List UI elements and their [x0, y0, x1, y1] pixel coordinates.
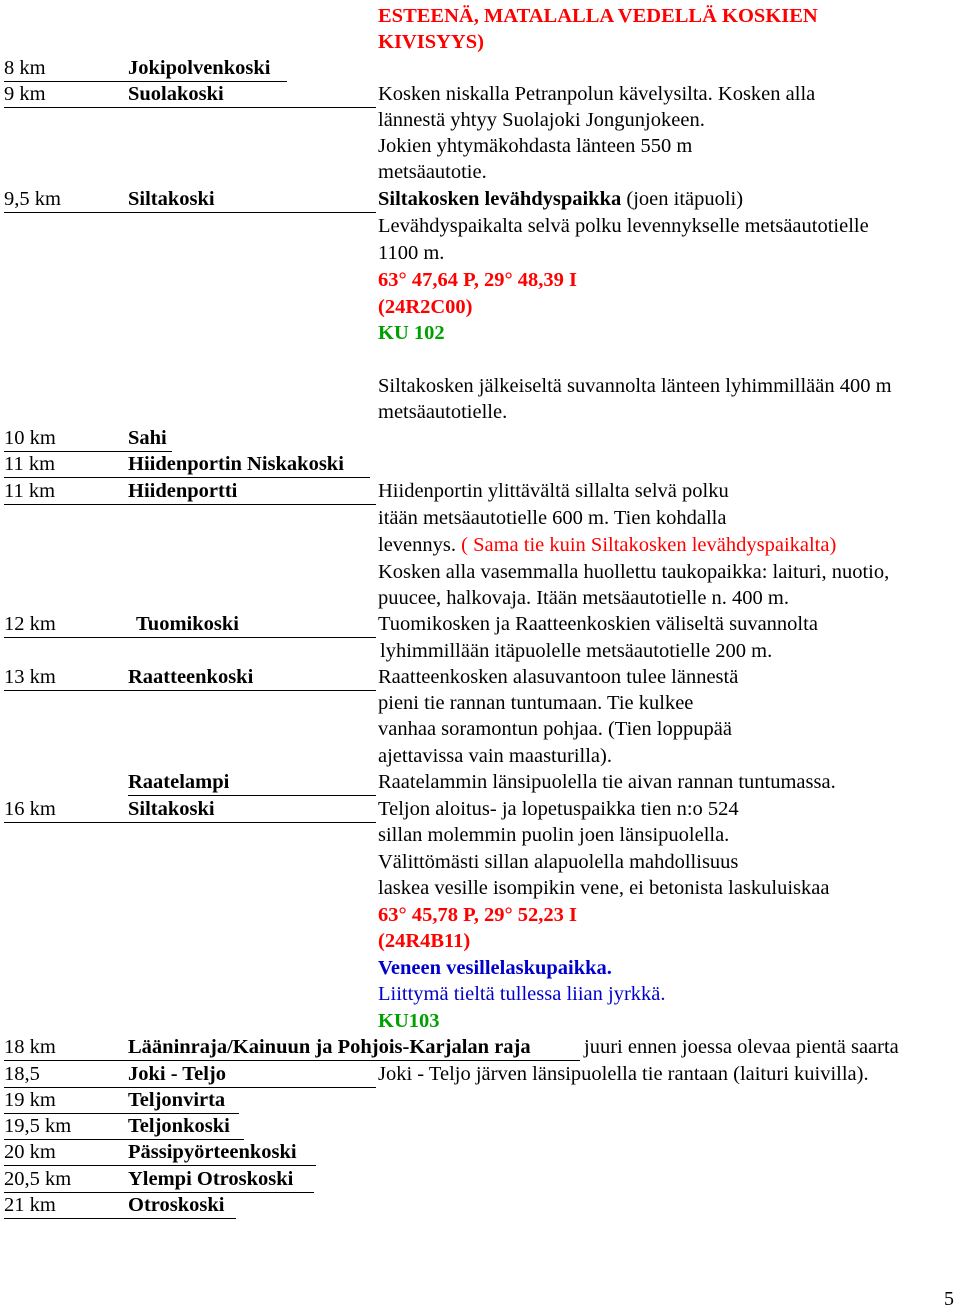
- km-label: 20,5 km: [4, 1168, 72, 1190]
- km-label: 11 km: [4, 480, 56, 502]
- place-name: Jokipolvenkoski: [128, 57, 271, 79]
- description-line: lännestä yhtyy Suolajoki Jongunjokeen.: [378, 109, 705, 131]
- description-line: Joki - Teljo järven länsipuolella tie rantaan (laituri kuivilla).: [378, 1063, 869, 1085]
- coordinates: 63° 47,64 P, 29° 48,39 I: [378, 269, 578, 291]
- place-name: Siltakoski: [128, 188, 215, 210]
- place-name: Joki - Teljo: [128, 1063, 226, 1085]
- description-line: Hiidenportin ylittävältä sillalta selvä polku: [378, 480, 729, 502]
- boat-launch-label: Veneen vesillelaskupaikka.: [378, 957, 612, 979]
- km-label: 11 km: [4, 453, 56, 475]
- access-note: Liittymä tieltä tullessa liian jyrkkä.: [378, 983, 666, 1005]
- description-line: vanhaa soramontun pohjaa. (Tien loppupää: [378, 718, 732, 740]
- description-line: 1100 m.: [378, 242, 445, 264]
- place-name: Otroskoski: [128, 1194, 225, 1216]
- place-name: Teljonkoski: [128, 1115, 230, 1137]
- km-label: 10 km: [4, 427, 56, 449]
- rest-area-side: (joen itäpuoli): [621, 188, 744, 210]
- place-name: Sahi: [128, 427, 167, 449]
- header-line-2: KIVISYYS): [378, 31, 484, 53]
- description-line: [378, 186, 743, 212]
- page-number: 5: [944, 1288, 954, 1310]
- km-label: 13 km: [4, 666, 56, 688]
- km-label: 18,5: [4, 1063, 40, 1085]
- description-line: Jokien yhtymäkohdasta länteen 550 m: [378, 135, 693, 157]
- place-name: Hiidenportin Niskakoski: [128, 453, 344, 475]
- km-label: 19 km: [4, 1089, 56, 1111]
- km-label: 12 km: [4, 613, 56, 635]
- km-label: 20 km: [4, 1141, 56, 1163]
- description-line: Kosken alla vasemmalla huollettu taukopaikka: laituri, nuotio,: [378, 561, 890, 583]
- description-line: metsäautotie.: [378, 161, 487, 183]
- description-line: [378, 532, 836, 558]
- description-line: Raatteenkosken alasuvantoon tulee lännestä: [378, 666, 739, 688]
- description-line: lyhimmillään itäpuolelle metsäautotielle 200 m.: [380, 640, 773, 662]
- place-name: Teljonvirta: [128, 1089, 226, 1111]
- place-name: Siltakoski: [128, 798, 215, 820]
- description-line: Siltakosken jälkeiseltä suvannolta länteen lyhimmillään 400 m: [378, 375, 892, 397]
- km-label: 16 km: [4, 798, 56, 820]
- header-line-1: ESTEENÄ, MATALALLA VEDELLÄ KOSKIEN: [378, 5, 818, 27]
- row-underline: [4, 107, 376, 108]
- row-underline: [4, 1218, 236, 1219]
- km-label: 8 km: [4, 57, 46, 79]
- description-line: laskea vesille isompikin vene, ei betonista laskuluiskaa: [378, 877, 830, 899]
- row-underline: [4, 822, 376, 823]
- km-label: 9 km: [4, 83, 46, 105]
- description-line: pieni tie rannan tuntumaan. Tie kulkee: [378, 692, 694, 714]
- place-name: Ylempi Otroskoski: [128, 1168, 294, 1190]
- description-line: puucee, halkovaja. Itään metsäautotielle n. 400 m.: [378, 587, 789, 609]
- coordinates: 63° 45,78 P, 29° 52,23 I: [378, 904, 578, 926]
- place-name: Raatelampi: [128, 771, 230, 793]
- grid-code: (24R4B11): [378, 930, 471, 952]
- description-line: ajettavissa vain maasturilla).: [378, 745, 612, 767]
- grid-code: (24R2C00): [378, 296, 473, 318]
- description-line: itään metsäautotielle 600 m. Tien kohdalla: [378, 507, 727, 529]
- ku-code: KU103: [378, 1010, 440, 1032]
- place-name: Lääninraja/Kainuun ja Pohjois-Karjalan raja: [128, 1036, 531, 1058]
- place-name: Pässipyörteenkoski: [128, 1141, 297, 1163]
- rest-area-title: Siltakosken levähdyspaikka: [378, 188, 622, 210]
- place-name: Raatteenkoski: [128, 666, 254, 688]
- description-line: Tuomikosken ja Raatteenkoskien väliseltä suvannolta: [378, 613, 818, 635]
- description-line: sillan molemmin puolin joen länsipuolella.: [378, 824, 730, 846]
- place-name: Suolakoski: [128, 83, 224, 105]
- row-underline: [4, 637, 376, 638]
- km-label: 9,5 km: [4, 188, 61, 210]
- description-line: Raatelammin länsipuolella tie aivan rannan tuntumassa.: [378, 771, 836, 793]
- place-name: Hiidenportti: [128, 480, 238, 502]
- km-label: 21 km: [4, 1194, 56, 1216]
- description-line: Levähdyspaikalta selvä polku levennykselle metsäautotielle: [378, 215, 869, 237]
- row-underline: [4, 690, 376, 691]
- row-underline: [4, 504, 376, 505]
- description-line: Kosken niskalla Petranpolun kävelysilta. Kosken alla: [378, 83, 816, 105]
- place-name: Tuomikoski: [136, 613, 239, 635]
- description-line: metsäautotielle.: [378, 401, 508, 423]
- description-line: Teljon aloitus- ja lopetuspaikka tien n:o 524: [378, 798, 739, 820]
- same-road-note: ( Sama tie kuin Siltakosken levähdyspaikalta): [456, 534, 837, 556]
- description-line: juuri ennen joessa olevaa pientä saarta: [584, 1036, 899, 1058]
- km-label: 19,5 km: [4, 1115, 72, 1137]
- ku-code: KU 102: [378, 322, 445, 344]
- km-label: 18 km: [4, 1036, 56, 1058]
- description-text: levennys.: [378, 534, 456, 556]
- row-underline: [4, 212, 376, 213]
- description-line: Välittömästi sillan alapuolella mahdollisuus: [378, 851, 739, 873]
